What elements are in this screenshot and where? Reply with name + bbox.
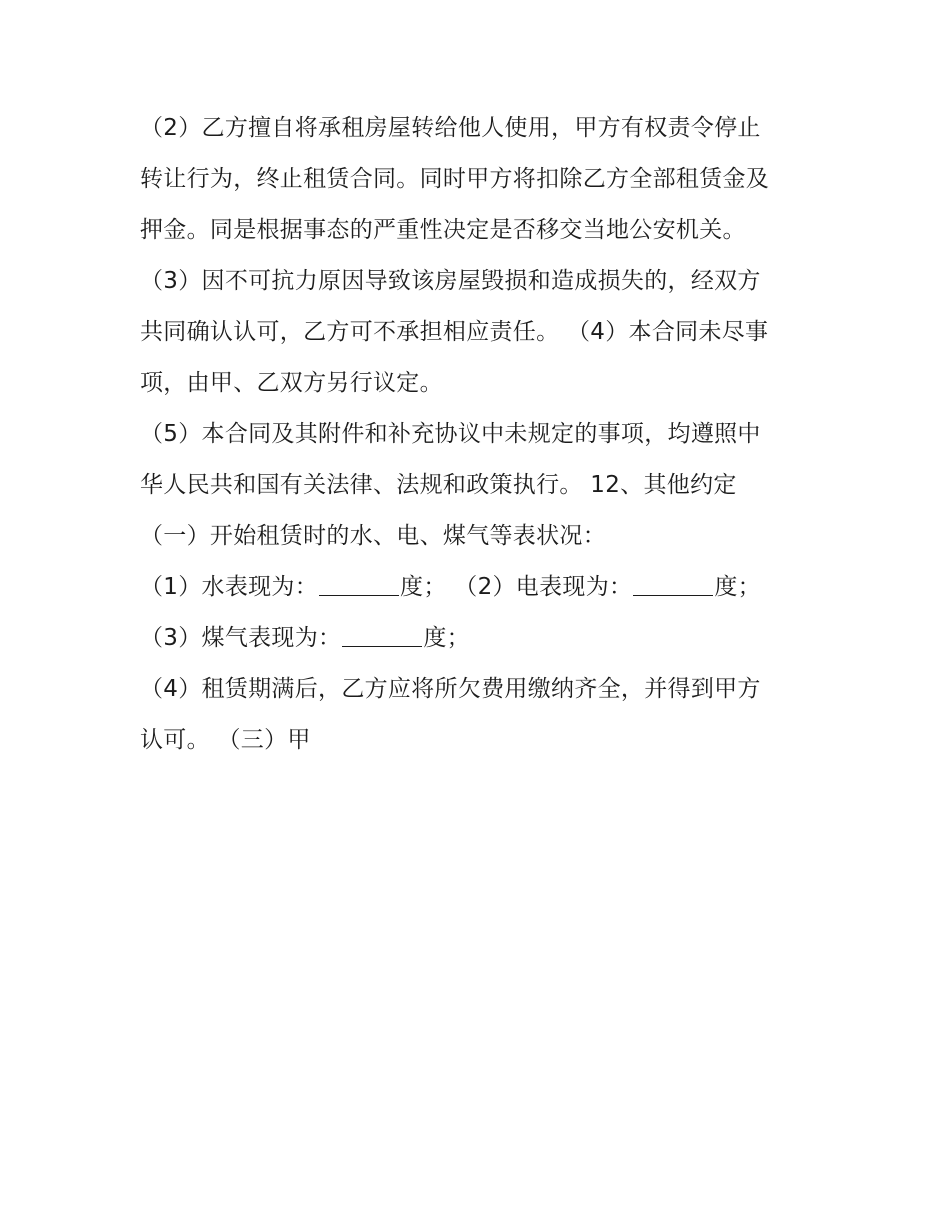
text-line: （5）本合同及其附件和补充协议中未规定的事项，均遵照中 — [140, 421, 761, 447]
water-meter-label: （1）水表现为： — [140, 574, 319, 600]
electric-meter-unit: 度； — [714, 574, 761, 600]
text-line: 转让行为，终止租赁合同。同时甲方将扣除乙方全部租赁金及 — [140, 166, 770, 192]
text-line: （2）乙方擅自将承租房屋转给他人使用，甲方有权责令停止 — [140, 115, 761, 141]
electric-meter-blank — [633, 571, 713, 596]
text-line: （一）开始租赁时的水、电、煤气等表状况： — [140, 523, 606, 549]
contract-text — [140, 108, 840, 771]
text-line: 押金。同是根据事态的严重性决定是否移交当地公安机关。 — [140, 217, 746, 243]
text-line: （4）租赁期满后，乙方应将所欠费用缴纳齐全，并得到甲方 — [140, 676, 761, 702]
text-line: 共同确认认可，乙方可不承担相应责任。 （4）本合同未尽事 — [140, 319, 769, 345]
gas-meter-label: （3）煤气表现为： — [140, 625, 342, 651]
gas-meter-unit: 度； — [423, 625, 470, 651]
electric-meter-label: （2）电表现为： — [446, 574, 633, 600]
water-meter-unit: 度； — [400, 574, 447, 600]
water-meter-blank — [319, 571, 399, 596]
text-line: （3）因不可抗力原因导致该房屋毁损和造成损失的，经双方 — [140, 268, 761, 294]
text-line: 认可。 （三）甲 — [140, 727, 311, 753]
gas-reading-line — [140, 618, 840, 669]
meter-readings-line — [140, 567, 840, 618]
text-line: 项，由甲、乙双方另行议定。 — [140, 370, 443, 396]
gas-meter-blank — [342, 622, 422, 647]
text-line: 华人民共和国有关法律、法规和政策执行。 12、其他约定 — [140, 472, 737, 498]
